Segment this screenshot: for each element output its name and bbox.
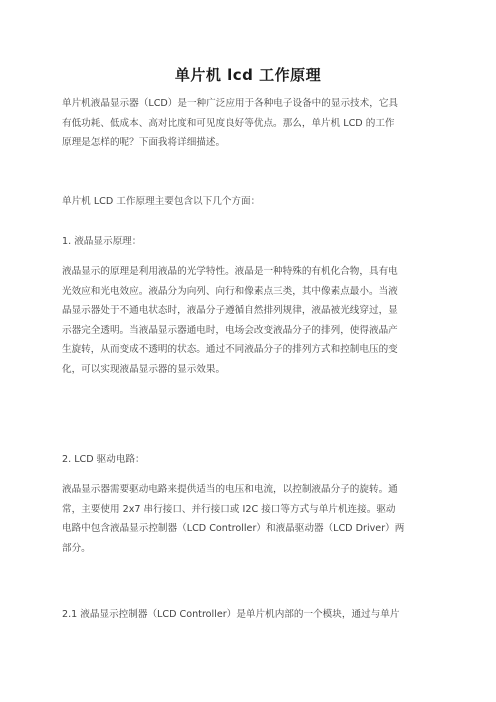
body-line: 液晶显示的原理是利用液晶的光学特性。液晶是一种特殊的有机化合物，具有电 [62,266,398,277]
body-line: 2.1 液晶显示控制器（LCD Controller）是单片机内部的一个模块，通过与单片 [62,609,400,620]
body-line: 部分。 [62,542,91,554]
body-line: 液晶显示器需要驱动电路来提供适当的电压和电流，以控制液晶分子的旋转。通 [62,484,398,495]
overview-paragraph [62,192,434,212]
intro-line: 单片机液晶显示器（LCD）是一种广泛应用于各种电子设备中的显示技术，它具 [62,98,399,109]
intro-line: 原理是怎样的呢？下面我将详细描述。 [62,137,226,149]
body-line: 电路中包含液晶显示控制器（LCD Controller）和液晶驱动器（LCD Driver）两 [62,523,405,535]
body-line: 晶显示器处于不通电状态时，液晶分子遵循自然排列规律，液晶被光线穿过，显 [62,305,398,317]
section-1-body [62,262,434,380]
section-2-body [62,480,434,558]
section-1-heading [62,232,434,252]
intro-paragraph [62,94,434,153]
body-line: 化，可以实现液晶显示器的显示效果。 [62,363,226,375]
body-line: 常，主要使用 2x7 串行接口、并行接口或 I2C 接口等方式与单片机连接。驱动 [62,503,396,515]
section-heading: 2. LCD 驱动电路： [62,454,145,465]
intro-line: 有低功耗、低成本、高对比度和可见度良好等优点。那么，单片机 LCD 的工作 [62,117,395,129]
body-line: 光效应和光电效应。液晶分为向列、向行和像素点三类，其中像素点最小。当液 [62,285,398,297]
overview-line: 单片机 LCD 工作原理主要包含以下几个方面： [62,196,261,207]
document-title: 单片机 lcd 工作原理 [174,66,322,84]
section-heading: 1. 液晶显示原理： [62,236,142,247]
body-line: 生旋转，从而变成不透明的状态。通过不同液晶分子的排列方式和控制电压的变 [62,344,398,356]
section-2-heading [62,450,434,470]
section-2-1-body [62,605,434,625]
body-line: 示器完全透明。当液晶显示器通电时，电场会改变液晶分子的排列，使得液晶产 [62,324,398,336]
